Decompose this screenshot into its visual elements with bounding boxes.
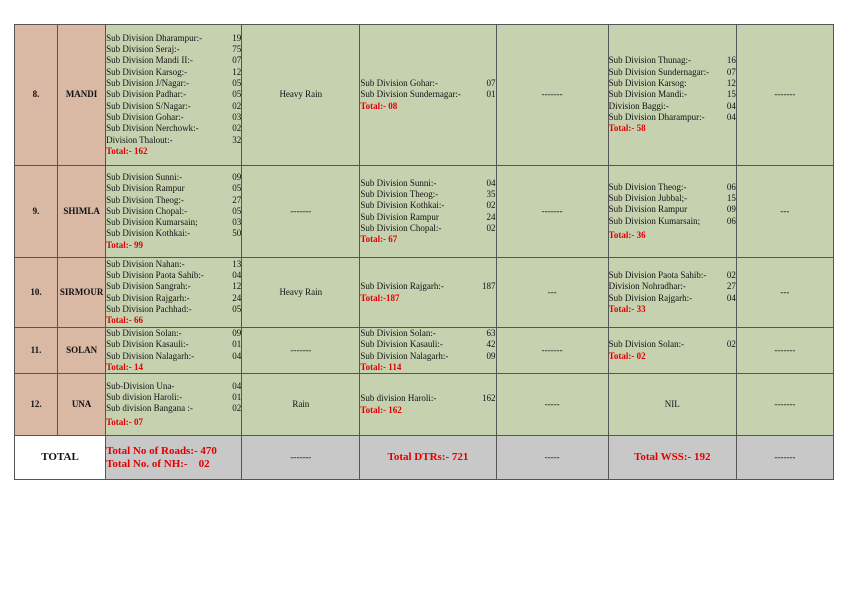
sub-division-entry: Sub Division Kasauli:- 42 [360,339,496,350]
sub-division-entry: Sub Division J/Nagar:- 05 [106,78,242,89]
district-name: MANDI [58,25,106,166]
sub-division-entry: Sub Division Padhar:- 05 [106,89,242,100]
col5-cell: ----- [496,374,608,436]
sub-division-entry: Sub Division Rajgarh:- 187 [360,281,496,292]
sub-division-entry: Sub Division Mandi:- 15 [608,89,736,100]
dtrs-cell [360,374,496,436]
sub-division-entry: Sub Division Sundernagar:- 01 [360,89,496,100]
col7-cell: --- [736,258,833,328]
sub-division-entry: Sub Division Chopal:- 05 [106,205,242,216]
sub-division-entry: Sub Division Nerchowk:- 02 [106,123,242,134]
sub-division-entry: Sub Division S/Nagar:- 02 [106,100,242,111]
nh-cell: ------- [242,166,360,258]
sub-division-entry: Sub Division Chopal:- 02 [360,222,496,233]
sub-division-entry: Sub Division Nalagarh:- 09 [360,350,496,361]
subtotal: Total:- 08 [360,100,398,111]
sub-division-entry: Sub Division Nahan:- 13 [106,258,242,269]
sub-division-entry: Sub division Bangana :- 02 [106,403,242,414]
nh-cell: ------- [242,328,360,374]
sub-division-entry: Sub Division Kothkai:- 02 [360,200,496,211]
subtotal: Total:- 36 [608,229,646,240]
sub-division-entry: Sub Division Sangrah:- 12 [106,281,242,292]
roads-cell [106,166,242,258]
sub-division-entry: Sub Division Paota Sahib:- 02 [608,269,736,280]
district-name: UNA [58,374,106,436]
sub-division-entry: Sub Division Gohar:- 03 [106,111,242,122]
dtrs-cell [360,166,496,258]
serial-number: 8. [15,25,58,166]
sub-division-entry: Sub Division Rajgarh:- 24 [106,292,242,303]
col7-cell: ------- [736,374,833,436]
district-row [15,166,834,258]
district-row [15,25,834,166]
serial-number: 9. [15,166,58,258]
sub-division-entry: Sub Division Kothkai:- 50 [106,228,242,239]
district-name: SOLAN [58,328,106,374]
col5-cell: ------- [496,25,608,166]
sub-division-entry: Sub Division Kasauli:- 01 [106,339,242,350]
district-row [15,328,834,374]
serial-number: 11. [15,328,58,374]
subtotal: Total:- 07 [106,417,144,428]
district-row [15,374,834,436]
roads-cell [106,258,242,328]
total-col4: ------- [242,436,360,480]
sub-division-entry: Sub Division Dharampur:- 19 [106,32,242,43]
subtotal: Total:- 162 [106,145,148,156]
wss-cell [608,258,736,328]
sub-division-entry: Sub Division Solan:- 02 [608,339,736,350]
roads-cell [106,374,242,436]
serial-number: 12. [15,374,58,436]
sub-division-entry: Sub Division Karsog: 12 [608,78,736,89]
subtotal: Total:- 99 [106,239,144,250]
nh-cell: Heavy Rain [242,25,360,166]
dtrs-cell [360,25,496,166]
sub-division-entry: Sub Division Jubbal;- 15 [608,193,736,204]
total-row [15,436,834,480]
sub-division-entry: Division Baggi:- 04 [608,100,736,111]
wss-cell: NIL [608,374,736,436]
sub-division-entry: Division Thalout:- 32 [106,134,242,145]
damage-report-table [14,24,834,480]
sub-division-entry: Sub Division Seraj:- 75 [106,44,242,55]
total-dtrs: Total DTRs:- 721 [360,436,496,480]
sub-division-entry: Sub Division Theog:- 06 [608,181,736,192]
sub-division-entry: Sub Division Mandi II:- 07 [106,55,242,66]
sub-division-entry: Sub Division Theog:- 35 [360,188,496,199]
table-body [15,25,834,480]
col5-cell: ------- [496,166,608,258]
wss-cell [608,328,736,374]
sub-division-entry: Sub Division Rampur 05 [106,183,242,194]
roads-cell [106,328,242,374]
sub-division-entry: Sub Division Sunni:- 09 [106,171,242,182]
subtotal: Total:- 114 [360,361,402,372]
subtotal: Total:- 66 [106,315,144,326]
wss-cell [608,166,736,258]
subtotal: Total:- 58 [608,123,646,134]
sub-division-entry: Sub Division Rajgarh:- 04 [608,292,736,303]
total-roads-cell [106,436,242,480]
sub-division-entry: Sub Division Rampur 24 [360,211,496,222]
subtotal: Total:- 162 [360,404,402,415]
total-wss: Total WSS:- 192 [608,436,736,480]
sub-division-entry: Sub Division Pachhad:- 05 [106,303,242,314]
col7-cell: --- [736,166,833,258]
sub-division-entry: Sub Division Rampur 09 [608,204,736,215]
nh-cell: Rain [242,374,360,436]
sub-division-entry: Sub Division Sundernagar:- 07 [608,66,736,77]
total-col7: ------- [736,436,833,480]
sub-division-entry: Sub Division Thunag:- 16 [608,55,736,66]
subtotal: Total:- 67 [360,234,398,245]
serial-number: 10. [15,258,58,328]
dtrs-cell [360,328,496,374]
sub-division-entry: Sub Division Solan:- 09 [106,328,242,338]
total-label: TOTAL [15,436,106,480]
sub-division-entry: Sub Division Kumarsain; 06 [608,215,736,226]
total-nh: Total No. of NH:- 02 [106,457,210,470]
subtotal: Total:- 14 [106,361,144,372]
sub-division-entry: Sub Division Theog:- 27 [106,194,242,205]
col5-cell: ------- [496,328,608,374]
col7-cell: ------- [736,328,833,374]
sub-division-entry: Sub Division Karsog:- 12 [106,66,242,77]
col5-cell: --- [496,258,608,328]
sub-division-entry: Sub Division Sunni:- 04 [360,177,496,188]
wss-cell [608,25,736,166]
sub-division-entry: Sub Division Solan:- 63 [360,328,496,338]
roads-cell [106,25,242,166]
subtotal: Total:- 33 [608,303,646,314]
total-roads: Total No of Roads:- 470 [106,444,217,457]
sub-division-entry: Sub Division Gohar:- 07 [360,78,496,89]
sub-division-entry: Sub-Division Una- 04 [106,380,242,391]
sub-division-entry: Sub Division Kumarsain; 03 [106,217,242,228]
total-col5: ----- [496,436,608,480]
sub-division-entry: Sub division Haroli:- 01 [106,391,242,402]
district-row [15,258,834,328]
subtotal: Total:- 02 [608,350,646,361]
sub-division-entry: Sub Division Dharampur:- 04 [608,111,736,122]
district-name: SHIMLA [58,166,106,258]
dtrs-cell [360,258,496,328]
district-name: SIRMOUR [58,258,106,328]
sub-division-entry: Division Nohradhar:- 27 [608,281,736,292]
sub-division-entry: Sub Division Paota Sahib:- 04 [106,269,242,280]
nh-cell: Heavy Rain [242,258,360,328]
sub-division-entry: Sub division Haroli:- 162 [360,393,496,404]
subtotal: Total:-187 [360,292,400,303]
sub-division-entry: Sub Division Nalagarh:- 04 [106,350,242,361]
col7-cell: ------- [736,25,833,166]
